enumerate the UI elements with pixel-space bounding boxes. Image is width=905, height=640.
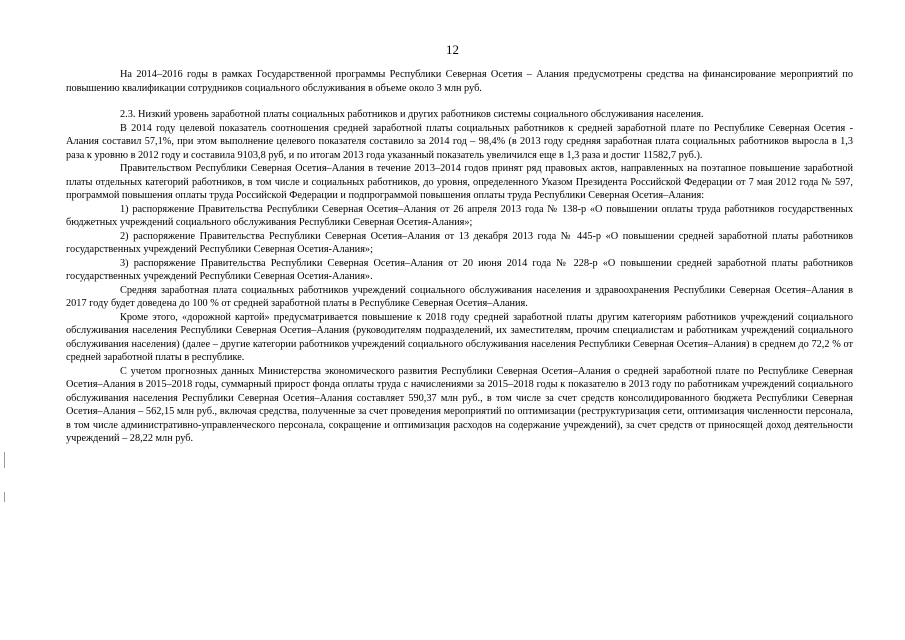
paragraph-funding: На 2014–2016 годы в рамках Государственной программы Республики Северная Осетия – Алания предусмотрены средства на финансирование мероприятий по повышению квалификации сотрудников социального обслуживания в объеме около 3 млн руб. <box>66 69 853 94</box>
paragraph-legal-acts: Правительством Республики Северная Осетия–Алания в течение 2013–2014 годов принят ряд правовых актов, направленных на поэтапное повышение заработной платы отдельных категорий работников, в том числе и социальных работников, до уровня, определенного Указом Президента Российской Федерации от 7 мая 2012 года № 597, программой повышения оплаты труда Российской Федерации и подпрограммой повышения оплаты труда Республики Северная Осетия–Алания: <box>66 163 853 201</box>
list-item-decree-1: 1) распоряжение Правительства Республики Северная Осетия–Алания от 26 апреля 2013 года № 138-р «О повышении оплаты труда работников государственных бюджетных учреждений социального обслуживания Республики Северная Осетия-Алания»; <box>66 203 853 228</box>
paragraph-target-indicator: В 2014 году целевой показатель соотношения средней заработной платы социальных работников к средней заработной плате по Республике Северная Осетия - Алания составил 57,1%, при этом выполнение целевого показателя составило за 2014 год – 98,4% (в 2013 году средняя заработная плата социальных работников выросла в 1,3 раза к уровню в 2012 году и составила 9103,8 руб, и по итогам 2013 года указанный показатель увеличился еще в 1,3 раза и достиг 11582,7 руб.). <box>66 122 853 161</box>
scan-edge-mark <box>4 452 5 468</box>
document-body <box>66 68 853 446</box>
list-item-decree-2: 2) распоряжение Правительства Республики Северная Осетия–Алания от 13 декабря 2013 года № 445-р «О повышении средней заработной платы работников государственных учреждений Республики Северная Осетия-Алания»; <box>66 230 853 255</box>
page-number: 12 <box>446 42 459 57</box>
paragraph-forecast: С учетом прогнозных данных Министерства экономического развития Республики Северная Осетия–Алания о средней заработной плате по Республике Северная Осетия–Алания в 2015–2018 годы, суммарный прирост фонда оплаты труда с начислениями за 2015–2018 годы к показателю в 2013 году по работникам учреждений социального обслуживания населения Республики Северная Осетия–Алания составляет 590,37 млн руб., в том числе за счет средств консолидированного бюджета Республики Северная Осетия–Алания – 562,15 млн руб., включая средства, полученные за счет проведения мероприятий по оптимизации (реструктуризация сети, оптимизация численности персонала, в том числе административно-управленческого персонала, сокращение и оптимизация расходов на содержание учреждений), за счет средств от приносящей доход деятельности учреждений – 28,22 млн руб. <box>66 365 853 444</box>
paragraph-road-map: Кроме этого, «дорожной картой» предусматривается повышение к 2018 году средней заработной платы другим категориям работников учреждений социального обслуживания населения Республики Северная Осетия–Алания (руководителям подразделений, их заместителям, прочим специалистам и работникам учреждений социального обслуживания населения) (далее – другие категории работников учреждений социального обслуживания населения Республики Северная Осетия–Алания) в среднем до 72,2 % от средней заработной платы в республике. <box>66 311 853 363</box>
section-heading-2-3: 2.3. Низкий уровень заработной платы социальных работников и других работников системы социального обслуживания населения. <box>120 109 704 120</box>
paragraph-gap <box>66 95 853 108</box>
list-item-decree-3: 3) распоряжение Правительства Республики Северная Осетия–Алания от 20 июня 2014 года № 228-р «О повышении средней заработной платы работников государственных учреждений Республики Северная Осетия-Алания». <box>66 257 853 282</box>
scan-edge-mark <box>4 492 5 502</box>
paragraph-salary-2017: Средняя заработная плата социальных работников учреждений социального обслуживания населения и здравоохранения Республики Северная Осетия–Алания в 2017 году будет доведена до 100 % от средней заработной платы в Республике Северная Осетия–Алания. <box>66 284 853 309</box>
